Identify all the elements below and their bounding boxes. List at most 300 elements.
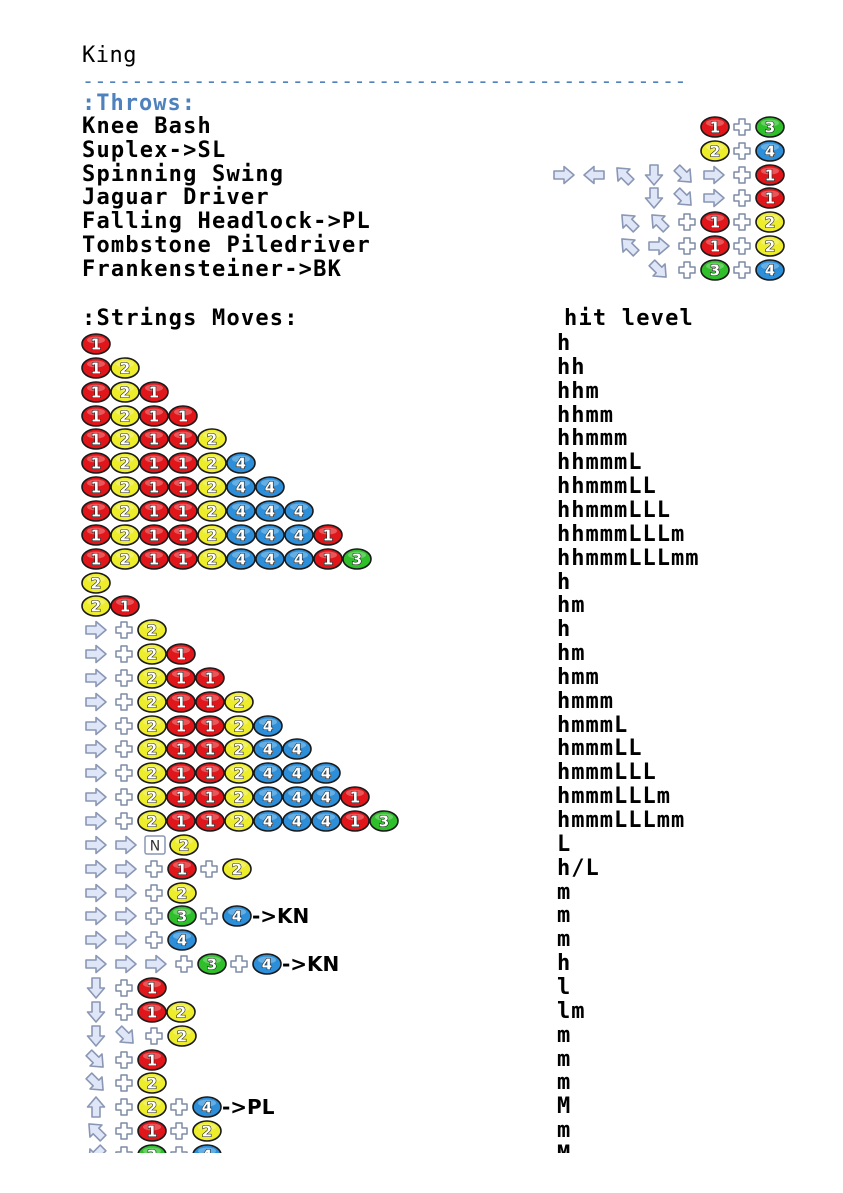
svg-text:2: 2: [119, 383, 130, 402]
up-back-arrow-icon: [616, 235, 642, 257]
hit-level-value: hmm: [557, 664, 600, 690]
button-1-icon: [168, 548, 198, 570]
button-1-icon: [195, 715, 225, 737]
svg-text:2: 2: [175, 1003, 186, 1022]
string-row: [0, 497, 843, 523]
button-1-icon: [166, 667, 196, 689]
throw-name: Tombstone Piledriver: [82, 233, 371, 258]
svg-text:2: 2: [233, 740, 244, 759]
forward-arrow-icon: [83, 882, 109, 904]
plus-icon: [113, 786, 135, 808]
svg-text:3: 3: [709, 261, 720, 280]
hit-level-value: m: [557, 1070, 572, 1096]
svg-text:3: 3: [351, 550, 362, 569]
back-arrow-icon: [581, 164, 607, 186]
svg-text:4: 4: [293, 502, 304, 521]
plus-icon: [113, 1049, 135, 1071]
string-command: [81, 595, 139, 617]
svg-text:4: 4: [764, 261, 775, 280]
svg-text:4: 4: [320, 788, 331, 807]
button-2-icon: [224, 715, 254, 737]
svg-text:1: 1: [204, 740, 215, 759]
svg-text:2: 2: [178, 836, 189, 855]
svg-text:4: 4: [293, 550, 304, 569]
forward-arrow-icon: [83, 762, 109, 784]
plus-icon: [731, 211, 753, 233]
hit-level-value: h: [557, 617, 572, 643]
button-1-icon: [166, 738, 196, 760]
svg-text:4: 4: [201, 1098, 212, 1117]
svg-text:2: 2: [231, 860, 242, 879]
button-2-icon: [110, 548, 140, 570]
string-row: [0, 762, 843, 784]
string-command: [81, 929, 196, 951]
svg-text:4: 4: [235, 478, 246, 497]
button-1-icon: [139, 428, 169, 450]
svg-text:4: 4: [291, 812, 302, 831]
plus-icon: [143, 905, 165, 927]
button-4-icon: [222, 905, 252, 927]
string-command: [81, 405, 197, 427]
svg-text:4: 4: [231, 907, 242, 926]
svg-text:4: 4: [320, 812, 331, 831]
forward-arrow-icon: [83, 858, 109, 880]
button-4-icon: [192, 1096, 222, 1118]
throw-command: [614, 211, 784, 233]
forward-arrow-icon: [113, 834, 139, 856]
svg-text:N: N: [149, 838, 161, 855]
hit-level-value: hhmmmLLLmm: [557, 545, 700, 571]
svg-text:2: 2: [146, 1098, 157, 1117]
hit-level-value: hhmmmL: [557, 450, 643, 476]
string-command: [81, 452, 255, 474]
svg-text:2: 2: [146, 669, 157, 688]
throw-command: [644, 259, 784, 281]
button-1-icon: [81, 428, 111, 450]
forward-arrow-icon: [113, 953, 139, 975]
hit-level-value: hmmm: [557, 688, 614, 714]
svg-text:2: 2: [146, 693, 157, 712]
string-command: [81, 428, 226, 450]
svg-text:1: 1: [146, 1003, 157, 1022]
button-1-icon: [166, 715, 196, 737]
svg-text:4: 4: [261, 955, 272, 974]
hit-level-value: hhmmm: [557, 426, 629, 452]
button-4-icon: [253, 738, 283, 760]
button-2-icon: [110, 405, 140, 427]
throw-name: Frankensteiner->BK: [82, 256, 343, 282]
button-4-icon: [282, 810, 312, 832]
svg-text:4: 4: [291, 740, 302, 759]
string-command: [81, 500, 313, 522]
button-4-icon: [282, 762, 312, 784]
string-command: [81, 333, 110, 355]
svg-text:1: 1: [175, 669, 186, 688]
forward-arrow-icon: [83, 929, 109, 951]
svg-text:4: 4: [291, 764, 302, 783]
button-1-icon: [81, 476, 111, 498]
plus-icon: [113, 762, 135, 784]
throw-name: Jaguar Driver: [82, 185, 270, 211]
svg-text:1: 1: [146, 1051, 157, 1069]
svg-text:1: 1: [709, 213, 720, 232]
string-command: [81, 1120, 221, 1142]
down-forward-arrow-icon: [83, 1072, 109, 1094]
svg-text:1: 1: [349, 812, 360, 831]
svg-text:1: 1: [148, 478, 159, 497]
button-4-icon: [755, 140, 785, 162]
button-2-icon: [137, 786, 167, 808]
hit-level-value: hmmmL: [557, 712, 629, 738]
button-1-icon: [166, 762, 196, 784]
button-1-icon: [195, 667, 225, 689]
forward-arrow-icon: [113, 858, 139, 880]
string-command: [81, 572, 110, 594]
svg-text:1: 1: [90, 335, 101, 354]
svg-text:2: 2: [146, 764, 157, 783]
button-4-icon: [255, 548, 285, 570]
hit-level-value: hhmm: [557, 402, 614, 428]
button-1-icon: [139, 548, 169, 570]
svg-text:1: 1: [322, 526, 333, 545]
forward-arrow-icon: [701, 164, 727, 186]
throw-command: [700, 140, 784, 162]
plus-icon: [113, 667, 135, 689]
svg-text:4: 4: [264, 478, 275, 497]
up-back-arrow-icon: [646, 211, 672, 233]
string-command: [81, 1001, 195, 1023]
svg-text:2: 2: [233, 717, 244, 736]
string-row: [0, 905, 843, 927]
button-1-icon: [166, 810, 196, 832]
svg-text:1: 1: [146, 1122, 157, 1141]
plus-icon: [228, 953, 250, 975]
hit-level-value: m: [557, 879, 572, 905]
hit-level-value: L: [557, 831, 572, 857]
button-1-icon: [137, 1120, 167, 1142]
string-row: [0, 333, 843, 355]
svg-text:2: 2: [119, 430, 130, 449]
button-2-icon: [192, 1120, 222, 1142]
forward-arrow-icon: [83, 738, 109, 760]
string-command: [81, 786, 369, 808]
button-4-icon: [253, 762, 283, 784]
button-1-icon: [195, 691, 225, 713]
svg-text:1: 1: [148, 407, 159, 426]
button-4-icon: [226, 524, 256, 546]
svg-text:4: 4: [235, 454, 246, 473]
svg-text:1: 1: [175, 812, 186, 831]
button-1-icon: [166, 786, 196, 808]
string-row: [0, 712, 843, 738]
character-name: King: [82, 43, 137, 68]
string-row: [0, 619, 843, 641]
string-command: 2 4 ->PL: [81, 1096, 274, 1118]
button-2-icon: [197, 476, 227, 498]
svg-text:2: 2: [176, 884, 187, 903]
neutral-icon: [143, 834, 167, 856]
up-back-arrow-icon: [616, 211, 642, 233]
string-command: [81, 810, 398, 832]
button-4-icon: [167, 929, 197, 951]
svg-text:1: 1: [764, 166, 775, 185]
svg-text:2: 2: [764, 237, 775, 256]
string-command: [81, 882, 196, 904]
hit-level-value: m: [557, 1046, 572, 1072]
hit-level-value: m: [557, 927, 572, 953]
svg-text:2: 2: [206, 502, 217, 521]
button-2-icon: [81, 595, 111, 617]
button-1-icon: [139, 452, 169, 474]
throw-name: Falling Headlock->PL: [82, 209, 371, 235]
plus-icon: [168, 1120, 190, 1142]
forward-arrow-icon: [83, 834, 109, 856]
plus-icon: [676, 259, 698, 281]
throw-name: Suplex->SL: [82, 137, 227, 163]
button-3-icon: [755, 116, 785, 138]
button-2-icon: [110, 381, 140, 403]
throw-command: [639, 187, 784, 209]
string-row: [0, 1120, 843, 1142]
button-4-icon: [282, 786, 312, 808]
string-row: [0, 998, 843, 1024]
plus-icon: [143, 882, 165, 904]
button-1-icon: [139, 381, 169, 403]
hit-level-value: m: [557, 903, 572, 929]
forward-arrow-icon: [83, 905, 109, 927]
string-command: 3 4 ->KN: [81, 953, 339, 975]
plus-icon: [113, 1001, 135, 1023]
string-row: [0, 953, 843, 975]
svg-text:2: 2: [233, 812, 244, 831]
button-2-icon: [224, 738, 254, 760]
button-4-icon: [226, 452, 256, 474]
svg-text:4: 4: [291, 788, 302, 807]
plus-icon: [676, 211, 698, 233]
svg-text:1: 1: [90, 550, 101, 569]
plus-icon: [173, 953, 195, 975]
button-1-icon: [700, 235, 730, 257]
down-arrow-icon: [83, 977, 109, 999]
string-row: [0, 738, 843, 760]
title-separator: -------------------------------------------------: [82, 69, 687, 93]
page-bottom-edge: [0, 1153, 843, 1193]
string-command: [81, 619, 166, 641]
button-1-icon: [139, 476, 169, 498]
string-row: [0, 929, 843, 951]
button-1-icon: [168, 524, 198, 546]
button-2-icon: [137, 715, 167, 737]
button-1-icon: [755, 187, 785, 209]
forward-arrow-icon: [83, 691, 109, 713]
svg-text:1: 1: [204, 669, 215, 688]
plus-icon: [731, 235, 753, 257]
string-command: [81, 548, 371, 570]
button-3-icon: [700, 259, 730, 281]
plus-icon: [143, 858, 165, 880]
button-4-icon: [255, 476, 285, 498]
svg-text:2: 2: [709, 142, 720, 161]
svg-text:1: 1: [90, 430, 101, 449]
button-2-icon: [137, 691, 167, 713]
up-back-arrow-icon: [611, 164, 637, 186]
hit-level-value: lm: [557, 998, 586, 1024]
forward-arrow-icon: [83, 786, 109, 808]
string-command: [81, 715, 282, 737]
svg-text:2: 2: [146, 788, 157, 807]
svg-text:1: 1: [204, 812, 215, 831]
string-command: [81, 691, 253, 713]
button-2-icon: [224, 786, 254, 808]
hit-level-value: hhmmmLLLm: [557, 521, 686, 547]
forward-arrow-icon: [551, 164, 577, 186]
button-2-icon: [137, 643, 167, 665]
plus-icon: [113, 1072, 135, 1094]
string-row: [0, 595, 843, 617]
string-row: [0, 664, 843, 690]
svg-text:2: 2: [206, 526, 217, 545]
svg-text:1: 1: [90, 502, 101, 521]
down-arrow-icon: [83, 1025, 109, 1047]
forward-arrow-icon: [83, 810, 109, 832]
svg-text:4: 4: [235, 550, 246, 569]
hit-level-value: hhmmmLL: [557, 474, 657, 500]
string-row: [0, 688, 843, 714]
hit-level-value: h: [557, 951, 572, 977]
svg-text:4: 4: [176, 931, 187, 950]
up-back-arrow-icon: [83, 1120, 109, 1142]
hit-level-value: h/L: [557, 855, 600, 881]
svg-text:1: 1: [177, 550, 188, 569]
svg-text:2: 2: [90, 574, 101, 592]
button-1-icon: [81, 405, 111, 427]
plus-icon: [143, 929, 165, 951]
string-row: [0, 476, 843, 498]
forward-arrow-icon: [83, 667, 109, 689]
button-4-icon: [755, 259, 785, 281]
svg-text:1: 1: [148, 454, 159, 473]
button-1-icon: [139, 405, 169, 427]
strings-heading: :Strings Moves:: [82, 306, 299, 331]
button-2-icon: [197, 452, 227, 474]
button-4-icon: [253, 810, 283, 832]
plus-icon: [113, 691, 135, 713]
svg-text:4: 4: [293, 526, 304, 545]
svg-text:1: 1: [90, 454, 101, 473]
button-2-icon: [755, 235, 785, 257]
button-1-icon: [168, 452, 198, 474]
button-1-icon: [340, 786, 370, 808]
string-row: [0, 545, 843, 571]
svg-text:4: 4: [764, 142, 775, 161]
button-2-icon: [197, 500, 227, 522]
button-2-icon: [197, 548, 227, 570]
button-2-icon: [167, 1025, 197, 1047]
string-row: [0, 855, 843, 881]
svg-text:2: 2: [233, 693, 244, 712]
button-3-icon: [369, 810, 399, 832]
down-forward-arrow-icon: [671, 187, 697, 209]
down-forward-arrow-icon: [83, 1049, 109, 1071]
button-1-icon: [137, 1001, 167, 1023]
button-2-icon: [110, 452, 140, 474]
button-1-icon: [700, 211, 730, 233]
svg-text:1: 1: [148, 502, 159, 521]
string-command: [81, 381, 168, 403]
button-1-icon: [81, 357, 111, 379]
svg-text:1: 1: [146, 979, 157, 998]
throw-command: [700, 116, 784, 138]
button-4-icon: [252, 953, 282, 975]
svg-text:1: 1: [177, 430, 188, 449]
button-4-icon: [284, 500, 314, 522]
plus-icon: [113, 619, 135, 641]
svg-text:2: 2: [146, 1074, 157, 1093]
hit-level-value: hmmmLL: [557, 736, 643, 762]
svg-text:2: 2: [90, 597, 101, 616]
svg-text:2: 2: [146, 645, 157, 664]
button-2-icon: [137, 667, 167, 689]
string-command: [81, 858, 251, 880]
string-row: [0, 974, 843, 1000]
plus-icon: [113, 1096, 135, 1118]
svg-text:2: 2: [146, 717, 157, 736]
plus-icon: [731, 116, 753, 138]
string-command: [81, 476, 284, 498]
hit-level-value: hm: [557, 641, 586, 667]
button-4-icon: [311, 810, 341, 832]
svg-text:1: 1: [148, 550, 159, 569]
hit-level-value: hhmmmLLL: [557, 497, 671, 523]
hit-level-value: h: [557, 569, 572, 595]
button-4-icon: [226, 500, 256, 522]
string-row: [0, 1046, 843, 1072]
button-4-icon: [226, 548, 256, 570]
svg-text:2: 2: [119, 407, 130, 426]
throw-name: Knee Bash: [82, 114, 213, 139]
string-row: [0, 879, 843, 905]
svg-text:2: 2: [119, 526, 130, 545]
button-1-icon: [168, 405, 198, 427]
string-row: [0, 643, 843, 665]
string-row: [0, 1096, 843, 1118]
string-row: [0, 831, 843, 857]
forward-arrow-icon: [701, 187, 727, 209]
button-1-icon: [195, 738, 225, 760]
button-1-icon: [195, 762, 225, 784]
plus-icon: [168, 1096, 190, 1118]
button-4-icon: [253, 715, 283, 737]
hit-level-value: m: [557, 1118, 572, 1144]
svg-text:2: 2: [119, 478, 130, 497]
button-2-icon: [197, 524, 227, 546]
svg-text:4: 4: [262, 740, 273, 759]
svg-text:1: 1: [148, 383, 159, 402]
button-1-icon: [340, 810, 370, 832]
button-1-icon: [81, 381, 111, 403]
svg-text:1: 1: [204, 717, 215, 736]
hit-level-value: hmmmLLLm: [557, 784, 671, 810]
svg-text:1: 1: [177, 502, 188, 521]
svg-text:4: 4: [320, 764, 331, 783]
hit-level-value: M: [557, 1094, 572, 1120]
svg-text:1: 1: [177, 407, 188, 426]
string-row: [0, 1022, 843, 1048]
svg-text:2: 2: [146, 812, 157, 831]
button-1-icon: [110, 595, 140, 617]
string-command: [81, 834, 198, 856]
down-arrow-icon: [641, 187, 667, 209]
